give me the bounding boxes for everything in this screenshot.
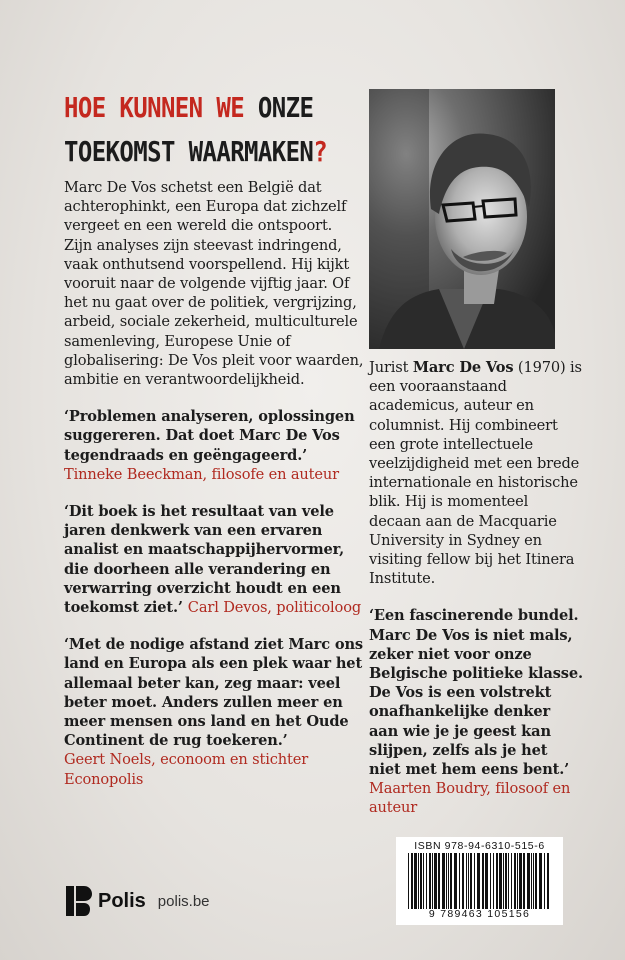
- author-bio: [369, 358, 583, 588]
- barcode-bar: [477, 853, 480, 909]
- bio-author-name: Marc De Vos: [412, 359, 514, 376]
- left-column: [64, 178, 364, 807]
- barcode-bar: [408, 853, 409, 909]
- quote-2-author: Carl Devos, politicoloog: [187, 599, 362, 617]
- barcode-bar: [462, 853, 464, 909]
- barcode-bar: [429, 853, 431, 909]
- barcode-bar: [423, 853, 424, 909]
- author-photo: [369, 89, 555, 349]
- barcode-bar: [493, 853, 494, 909]
- barcode-bar: [511, 853, 512, 909]
- barcode-bar: [434, 853, 437, 909]
- quote-1-author: Tinneke Beeckman, filosofe en auteur: [64, 465, 339, 483]
- quote-3-author: Geert Noels, econoom en stichter Econopolis: [64, 751, 309, 788]
- quote-2-text: ‘Dit boek is het resultaat van vele jaren denkwerk van een ervaren analist en maatschappijhervormer, die doorheen alle verandering en verwarring overzicht houdt en een toekomst ziet.’: [64, 503, 345, 617]
- barcode-bar: [490, 853, 491, 909]
- quote-4-text: ‘Een fascinerende bundel. Marc De Vos is niet mals, zeker niet voor onze Belgische politieke klasse. De Vos is een volstrekt onafhankelijke denker aan wie je je geest kan slijpen, zelfs als je het niet met hem eens bent.’: [369, 607, 583, 779]
- barcode-bar: [544, 853, 545, 909]
- barcode-bar: [459, 853, 460, 909]
- headline-rest-part: ONZE: [244, 91, 314, 124]
- quote-1: [64, 407, 364, 484]
- bio-rest: (1970) is een vooraanstaand academicus, auteur en columnist. Hij combineert een grote intellectuele veelzijdigheid met een brede internationale en historische blik. Hij is momenteel decaan aan de Macquarie University in Sydney en visiting fellow bij het Itinera Institute.: [369, 359, 582, 588]
- barcode-bar: [503, 853, 504, 909]
- barcode-bar: [466, 853, 467, 909]
- right-column: [369, 358, 583, 836]
- barcode-bar: [442, 853, 445, 909]
- isbn-label: ISBN 978-94-6310-515-6: [414, 840, 545, 852]
- barcode-bar: [454, 853, 457, 909]
- barcode-bar: [531, 853, 532, 909]
- quote-4: [369, 606, 583, 817]
- barcode-bar: [418, 853, 419, 909]
- barcode-bar: [482, 853, 484, 909]
- barcode-bars: [404, 853, 555, 909]
- barcode-bar: [450, 853, 452, 909]
- barcode-bar: [426, 853, 427, 909]
- barcode-bar: [505, 853, 507, 909]
- barcode-bar: [499, 853, 502, 909]
- barcode-bar: [539, 853, 542, 909]
- publisher-url: polis.be: [157, 892, 210, 910]
- barcode-bar: [448, 853, 449, 909]
- headline-question-mark: ?: [313, 135, 328, 168]
- barcode-bar: [474, 853, 475, 909]
- barcode-bar: [496, 853, 498, 909]
- publisher-name: Polis: [98, 889, 146, 912]
- headline-line2: TOEKOMST WAARMAKEN: [64, 135, 314, 168]
- polis-logo-icon: [66, 886, 92, 916]
- barcode-bar: [468, 853, 469, 909]
- barcode-bar: [420, 853, 422, 909]
- barcode-bar: [446, 853, 447, 909]
- barcode-bar: [470, 853, 472, 909]
- barcode-bar: [514, 853, 516, 909]
- barcode-bar: [535, 853, 537, 909]
- barcode: [396, 837, 563, 925]
- quote-2: [64, 502, 364, 617]
- barcode-bar: [508, 853, 509, 909]
- barcode-bar: [523, 853, 525, 909]
- barcode-bar: [547, 853, 549, 909]
- quote-1-text: ‘Problemen analyseren, oplossingen suggereren. Dat doet Marc De Vos tegendraads en geëngageerd.’: [64, 408, 355, 464]
- barcode-number: 9 789463 105156: [428, 908, 531, 920]
- intro-text: Marc De Vos schetst een België dat achterophinkt, een Europa dat zichzelf vergeet en een wereld die ontspoort. Zijn analyses zijn steevast indringend, vaak onthutsend voorspellend. Hij kijkt vooruit naar de volgende vijftig jaar. Of het nu gaat over de politiek, vergrijzing, arbeid, sociale zekerheid, multiculturele samenleving, Europese Unie of globalisering: De Vos pleit voor waarden, ambitie en verantwoordelijkheid.: [64, 179, 364, 389]
- bio-prefix: Jurist: [369, 359, 413, 376]
- publisher-logo: [66, 886, 210, 916]
- barcode-bar: [411, 853, 413, 909]
- quote-3-text: ‘Met de nodige afstand ziet Marc ons land en Europa als een plek waar het allemaal beter kan, zeg maar: veel beter moet. Anders zullen meer en meer mensen ons land en het Oude Continent de rug toekeren.’: [64, 636, 363, 750]
- barcode-bar: [517, 853, 518, 909]
- quote-3: [64, 635, 364, 789]
- quote-4-author: Maarten Boudry, filosoof en auteur: [369, 780, 571, 817]
- headline: [64, 86, 364, 173]
- barcode-bar: [432, 853, 433, 909]
- barcode-bar: [414, 853, 417, 909]
- headline-red-part: HOE KUNNEN WE: [64, 91, 245, 124]
- barcode-bar: [533, 853, 534, 909]
- barcode-bar: [519, 853, 522, 909]
- barcode-bar: [527, 853, 530, 909]
- barcode-bar: [485, 853, 488, 909]
- barcode-bar: [438, 853, 440, 909]
